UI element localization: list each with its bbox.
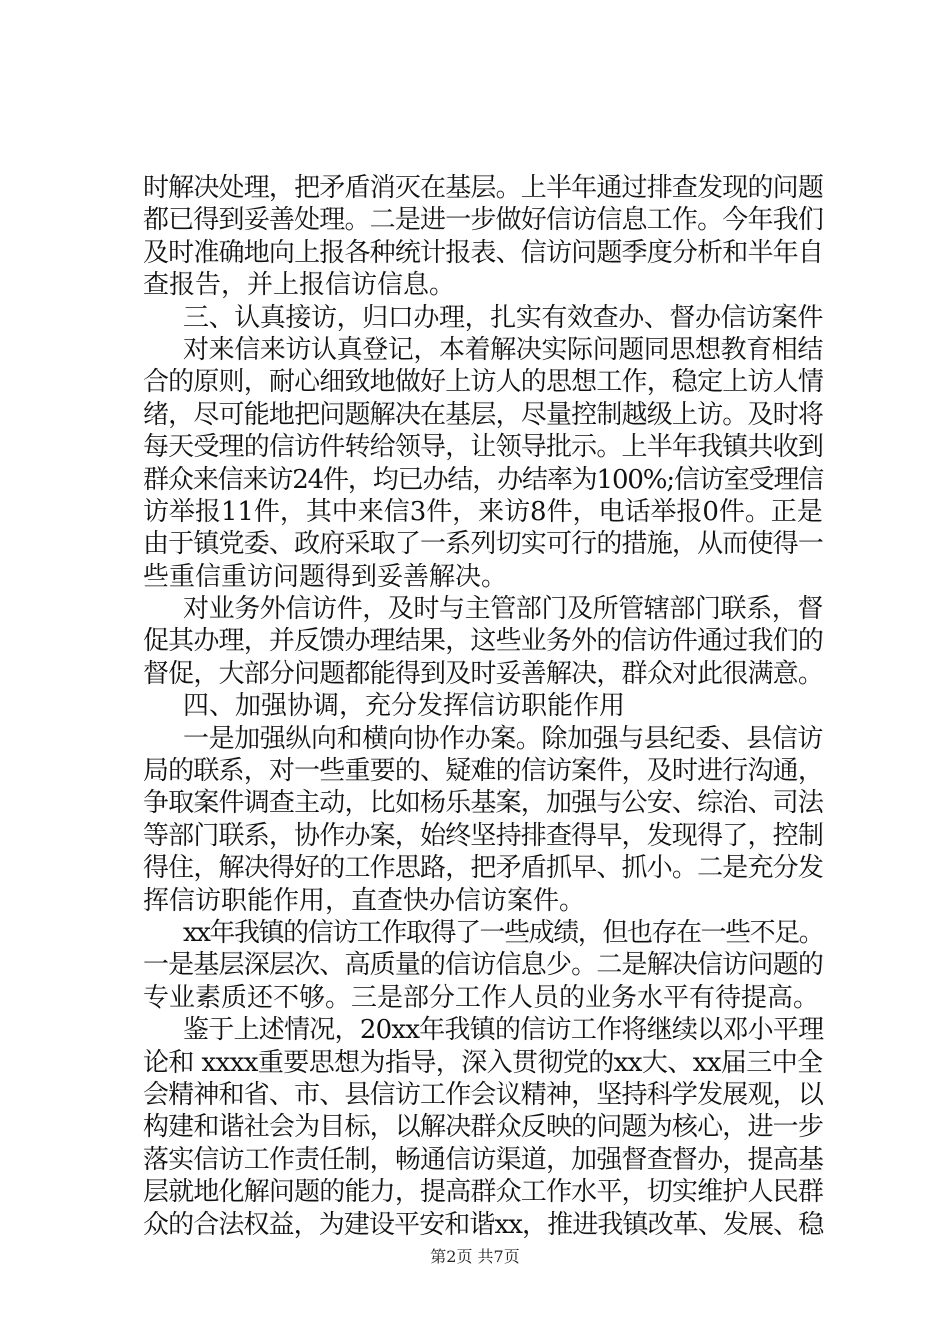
- text-line: 论和 xxxx重要思想为指导，深入贯彻党的xx大、xx届三中全: [143, 1047, 823, 1078]
- text-line: 查报告，并上报信访信息。: [143, 270, 456, 301]
- text-line: 层就地化解问题的能力，提高群众工作水平，切实维护人民群: [143, 1177, 824, 1208]
- text-line: 得住，解决得好的工作思路，把矛盾抓早、抓小。二是充分发: [143, 853, 824, 884]
- text-line: 专业素质还不够。三是部分工作人员的业务水平有待提高。: [143, 982, 820, 1013]
- text-line: 群众来信来访24件，均已办结，办结率为100%;信访室受理信: [143, 464, 824, 495]
- text-line: 落实信访工作责任制，畅通信访渠道，加强督查督办，提高基: [143, 1144, 824, 1175]
- text-line: 访举报11件，其中来信3件，来访8件，电话举报0件。正是: [143, 496, 823, 527]
- text-line: 及时准确地向上报各种统计报表、信访问题季度分析和半年自: [143, 237, 824, 268]
- text-line: 每天受理的信访件转给领导，让领导批示。上半年我镇共收到: [143, 432, 824, 463]
- text-line: 都已得到妥善处理。二是进一步做好信访信息工作。今年我们: [143, 205, 824, 236]
- text-line: 四、加强协调，充分发挥信访职能作用: [183, 691, 626, 722]
- text-line: 构建和谐社会为目标，以解决群众反映的问题为核心，进一步: [143, 1112, 824, 1143]
- text-line: 促其办理，并反馈办理结果，这些业务外的信访件通过我们的: [143, 626, 824, 657]
- text-line: 一是加强纵向和横向协作办案。除加强与县纪委、县信访: [183, 723, 824, 754]
- text-line: xx年我镇的信访工作取得了一些成绩，但也存在一些不足。: [183, 917, 824, 948]
- text-line: 时解决处理，把矛盾消灭在基层。上半年通过排查发现的问题: [143, 173, 824, 203]
- text-line: 会精神和省、市、县信访工作会议精神，坚持科学发展观，以: [143, 1079, 824, 1110]
- text-line: 合的原则，耐心细致地做好上访人的思想工作，稳定上访人情: [143, 367, 824, 398]
- document-body: [143, 172, 823, 1241]
- text-line: 绪，尽可能地把问题解决在基层，尽量控制越级上访。及时将: [143, 399, 824, 430]
- text-line: 由于镇党委、政府采取了一系列切实可行的措施，从而使得一: [143, 529, 824, 560]
- text-line: 一是基层深层次、高质量的信访信息少。二是解决信访问题的: [143, 950, 824, 981]
- text-line: 对来信来访认真登记，本着解决实际问题同思想教育相结: [183, 334, 824, 365]
- text-line: 鉴于上述情况，20xx年我镇的信访工作将继续以邓小平理: [183, 1015, 824, 1046]
- text-line: 些重信重访问题得到妥善解决。: [143, 561, 508, 592]
- text-line: 等部门联系，协作办案，始终坚持排查得早，发现得了，控制: [143, 820, 824, 851]
- text-line: 督促，大部分问题都能得到及时妥善解决，群众对此很满意。: [143, 658, 824, 689]
- page-footer: 第2页 共7页: [430, 1247, 520, 1266]
- text-line: 争取案件调查主动，比如杨乐基案，加强与公安、综治、司法: [143, 788, 824, 819]
- text-line: 众的合法权益，为建设平安和谐xx，推进我镇改革、发展、稳: [143, 1209, 824, 1240]
- text-line: 挥信访职能作用，直查快办信访案件。: [143, 885, 586, 916]
- text-line: 局的联系，对一些重要的、疑难的信访案件，及时进行沟通，: [143, 756, 824, 787]
- text-line: 三、认真接访，归口办理，扎实有效查办、督办信访案件: [183, 302, 824, 333]
- text-line: 对业务外信访件，及时与主管部门及所管辖部门联系，督: [183, 594, 824, 625]
